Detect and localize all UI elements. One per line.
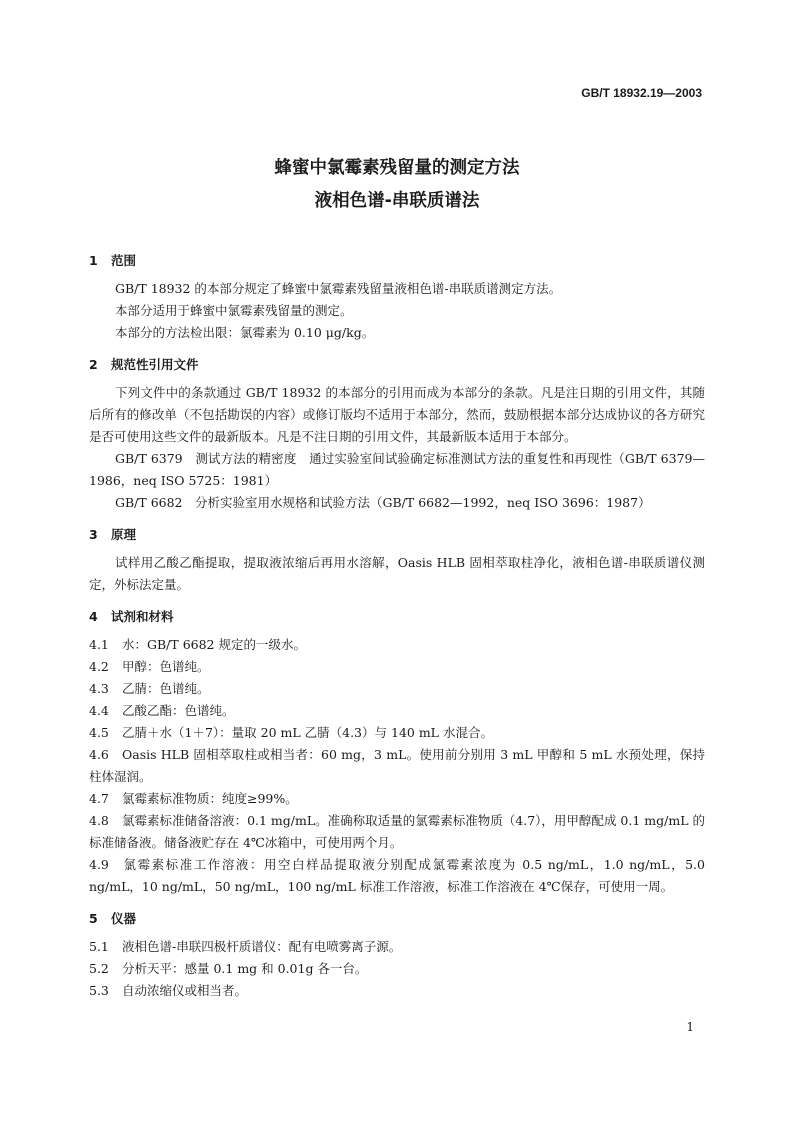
clause-text: 氯霉素标准储备溶液：0.1 mg/mL。准确称取适量的氯霉素标准物质（4.7），用甲醇配成 0.1 mg/mL 的标准储备液。储备液贮存在 4℃冰箱中，可使用两个月。 [89,813,705,850]
clause-text: Oasis HLB 固相萃取柱或相当者：60 mg，3 mL。使用前分别用 3 mL 甲醇和 5 mL 水预处理，保持柱体湿润。 [89,747,705,784]
clause-text: 乙腈：色谱纯。 [122,681,210,696]
clause-number: 4.6 [89,747,109,762]
clause-item [89,744,705,788]
paragraph: 本部分适用于蜂蜜中氯霉素残留量的测定。 [115,303,353,318]
section-title: 试剂和材料 [111,609,174,624]
page-number: 1 [686,1020,694,1034]
section-title: 规范性引用文件 [111,357,199,372]
paragraph: 试样用乙酸乙酯提取，提取液浓缩后再用水溶解，Oasis HLB 固相萃取柱净化，液相色谱-串联质谱仪测定，外标法定量。 [89,555,705,592]
section-heading-normative-references [89,354,705,376]
clause-text: 分析天平：感量 0.1 mg 和 0.01g 各一台。 [122,961,368,976]
section-title: 范围 [111,253,137,268]
clause-number: 4.3 [89,681,109,696]
clause-item [89,678,705,700]
clause-number: 4.7 [89,791,109,806]
clause-text: 氯霉素标准工作溶液：用空白样品提取液分别配成氯霉素浓度为 0.5 ng/mL，1.0 ng/mL，5.0 ng/mL，10 ng/mL，50 ng/mL，100 ng/mL 标准工作溶液，标准工作溶液在 4℃保存，可使用一周。 [89,857,705,894]
clause-number: 4.2 [89,659,109,674]
clause-item [89,656,705,678]
clause-number: 4.9 [89,857,109,872]
section-number: 2 [89,357,98,372]
section-number: 5 [89,911,98,926]
title-line-1: 蜂蜜中氯霉素残留量的测定方法 [274,158,520,178]
clause-item [89,936,705,958]
clause-number: 4.8 [89,813,109,828]
clause-text: 氯霉素标准物质：纯度≥99%。 [122,791,298,806]
title-line-2: 液相色谱-串联质谱法 [314,191,480,211]
document-body [89,250,705,1002]
document-title [0,152,794,218]
section-title: 原理 [111,527,137,542]
standard-code: GB/T 18932.19—2003 [581,86,702,100]
clause-text: 甲醇：色谱纯。 [122,659,210,674]
clause-number: 5.2 [89,961,109,976]
reference-gbt6682: GB/T 6682 分析实验室用水规格和试验方法（GB/T 6682—1992，neq ISO 3696：1987） [115,495,651,510]
paragraph: GB/T 18932 的本部分规定了蜂蜜中氯霉素残留量液相色谱-串联质谱测定方法。 [115,281,562,296]
clause-item [89,700,705,722]
clause-item [89,958,705,980]
clause-number: 5.1 [89,939,109,954]
clause-item [89,722,705,744]
clause-item [89,810,705,854]
clause-text: 液相色谱-串联四极杆质谱仪：配有电喷雾离子源。 [122,939,402,954]
reference-gbt6379: GB/T 6379 测试方法的精密度 通过实验室间试验确定标准测试方法的重复性和再现性（GB/T 6379—1986，neq ISO 5725：1981） [89,451,705,488]
clause-number: 5.3 [89,983,109,998]
clause-number: 4.4 [89,703,109,718]
clause-text: 自动浓缩仪或相当者。 [122,983,248,998]
section-heading-reagents [89,606,705,628]
section-heading-principle [89,524,705,546]
section-heading-scope [89,250,705,272]
paragraph: 本部分的方法检出限：氯霉素为 0.10 μg/kg。 [115,325,375,340]
clause-number: 4.1 [89,637,109,652]
clause-item [89,634,705,656]
clause-item [89,854,705,898]
section-number: 4 [89,609,98,624]
section-title: 仪器 [111,911,137,926]
clause-text: 乙酸乙酯：色谱纯。 [122,703,235,718]
clause-item [89,980,705,1002]
clause-text: 水：GB/T 6682 规定的一级水。 [122,637,306,652]
paragraph: 下列文件中的条款通过 GB/T 18932 的本部分的引用而成为本部分的条款。凡是注日期的引用文件，其随后所有的修改单（不包括勘误的内容）或修订版均不适用于本部分，然而，鼓励根据本部分达成协议的各方研究是否可使用这些文件的最新版本。凡是不注日期的引用文件，其最新版本适用于本部分。 [89,385,705,444]
clause-item [89,788,705,810]
section-number: 3 [89,527,98,542]
clause-number: 4.5 [89,725,109,740]
clause-text: 乙腈＋水（1＋7）：量取 20 mL 乙腈（4.3）与 140 mL 水混合。 [122,725,493,740]
section-number: 1 [89,253,98,268]
section-heading-apparatus [89,908,705,930]
